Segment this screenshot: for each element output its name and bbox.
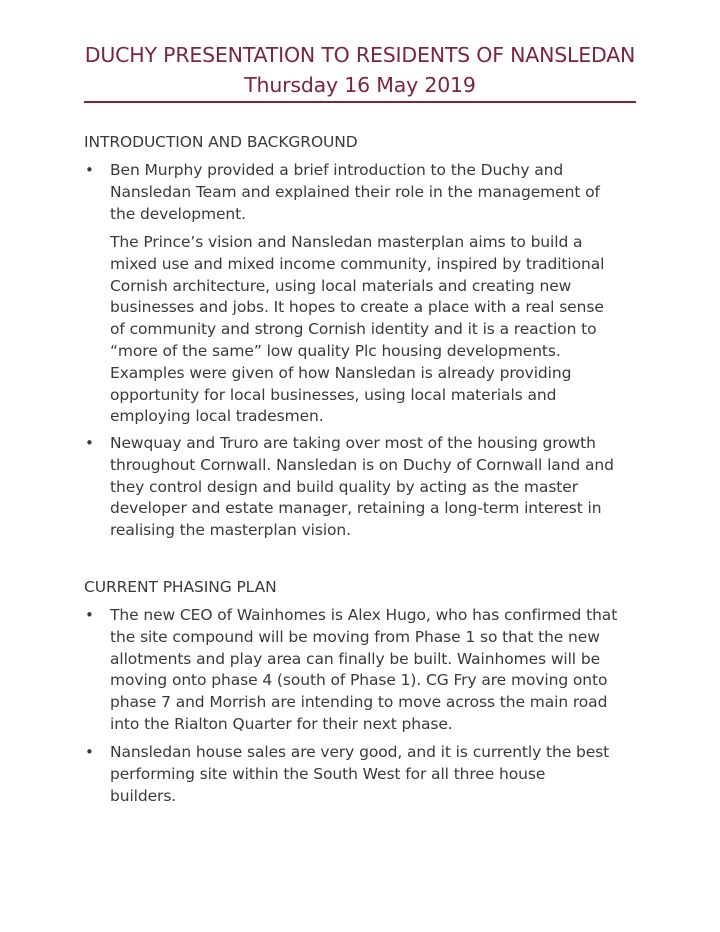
bullet-marker: • — [85, 161, 94, 179]
bullet-marker: • — [85, 434, 94, 452]
section-heading-introduction: INTRODUCTION AND BACKGROUND — [84, 133, 358, 151]
document-header — [84, 40, 636, 100]
document-title: DUCHY PRESENTATION TO RESIDENTS OF NANSLEDAN — [84, 43, 636, 67]
section-heading-phasing-plan: CURRENT PHASING PLAN — [84, 578, 277, 596]
paragraph-introduction-team: Ben Murphy provided a brief introduction to the Duchy and Nansledan Team and explained their role in the management of the development. — [110, 161, 600, 223]
document-date: Thursday 16 May 2019 — [244, 73, 476, 97]
bullet-marker: • — [85, 606, 94, 624]
paragraph-wainhomes-ceo: The new CEO of Wainhomes is Alex Hugo, who has confirmed that the site compound will be moving from Phase 1 so that the new allotments and play area can finally be built. Wainhomes will be moving onto phase 4 (south of Phase 1). CG Fry are moving onto phase 7 and Morrish are intending to move across the main road into the Rialton Quarter for their next phase. — [110, 606, 618, 733]
header-divider — [84, 101, 636, 103]
bullet-marker: • — [85, 743, 94, 761]
paragraph-housing-growth: Newquay and Truro are taking over most of the housing growth throughout Cornwall. Nansledan is on Duchy of Cornwall land and they control design and build quality by acting as the master developer and estate manager, retaining a long-term interest in realising the masterplan vision. — [110, 434, 614, 540]
paragraph-house-sales: Nansledan house sales are very good, and it is currently the best performing site within the South West for all three house builders. — [110, 743, 610, 805]
paragraph-prince-vision: The Prince’s vision and Nansledan masterplan aims to build a mixed use and mixed income community, inspired by traditional Cornish architecture, using local materials and creating new businesses and jobs. It hopes to create a place with a real sense of community and strong Cornish identity and it is a reaction to “more of the same” low quality Plc housing developments. Examples were given of how Nansledan is already providing opportunity for local businesses, using local materials and employing local tradesmen. — [110, 233, 605, 426]
